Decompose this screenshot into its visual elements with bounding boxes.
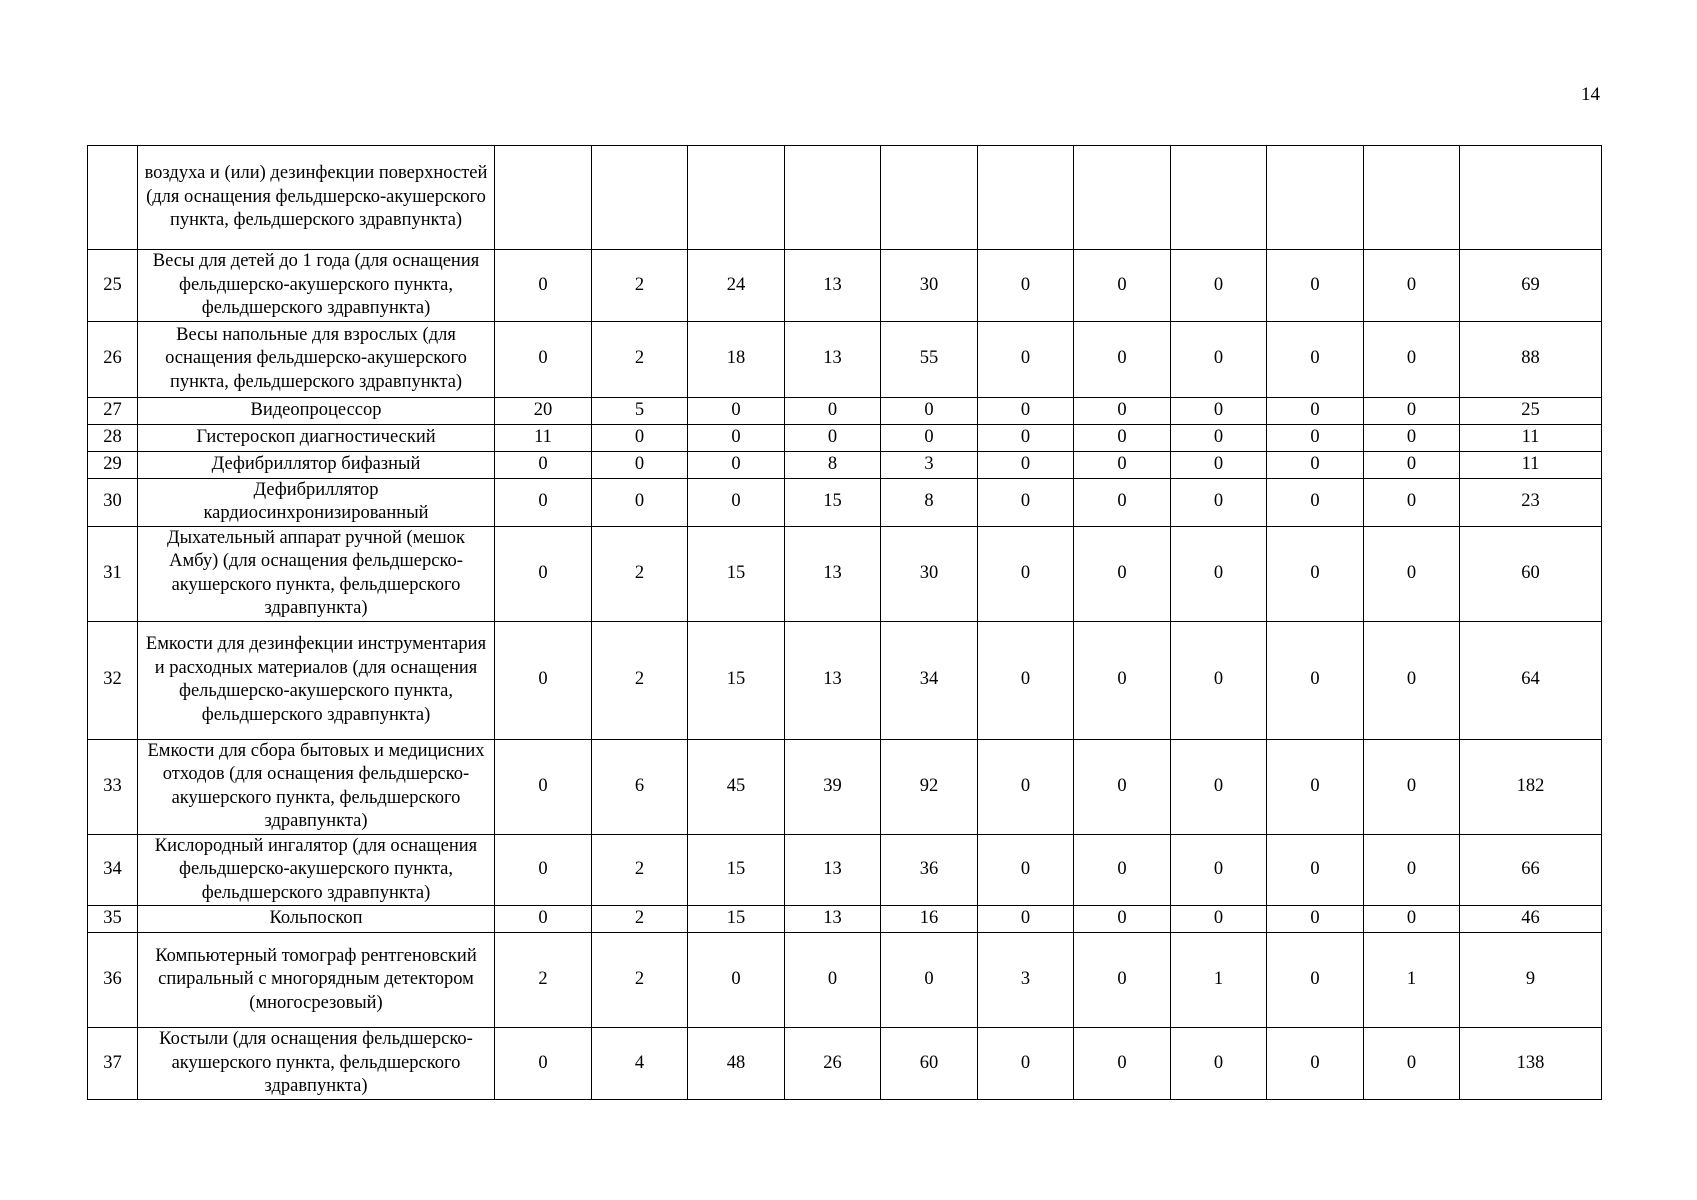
- total-cell: 69: [1460, 250, 1602, 322]
- value-cell: 0: [978, 906, 1074, 933]
- equipment-table-body: [88, 146, 1602, 1100]
- value-cell: 0: [1267, 621, 1364, 739]
- value-cell: 13: [785, 906, 881, 933]
- row-number-cell: 36: [88, 933, 138, 1028]
- row-number-cell: 31: [88, 526, 138, 621]
- equipment-name-cell: Костыли (для оснащения фельдшерско-акушерского пункта, фельдшерского здравпункта): [138, 1028, 495, 1100]
- value-cell: 13: [785, 321, 881, 397]
- value-cell: 15: [688, 834, 785, 906]
- total-cell: 60: [1460, 526, 1602, 621]
- equipment-table: [87, 145, 1602, 1100]
- value-cell: 4: [592, 1028, 688, 1100]
- value-cell: 15: [688, 621, 785, 739]
- value-cell: 13: [785, 834, 881, 906]
- value-cell: 0: [1074, 424, 1171, 451]
- value-cell: 0: [1267, 834, 1364, 906]
- value-cell: 0: [495, 906, 592, 933]
- value-cell: 0: [688, 424, 785, 451]
- table-row: [88, 834, 1602, 906]
- value-cell: 0: [1171, 1028, 1267, 1100]
- table-row: [88, 933, 1602, 1028]
- row-number-cell: 25: [88, 250, 138, 322]
- total-cell: 25: [1460, 397, 1602, 424]
- row-number-cell: 27: [88, 397, 138, 424]
- equipment-name-cell: Весы напольные для взрослых (для оснащения фельдшерско-акушерского пункта, фельдшерского здравпункта): [138, 321, 495, 397]
- value-cell: 3: [881, 451, 978, 478]
- table-row: [88, 526, 1602, 621]
- value-cell: 0: [978, 250, 1074, 322]
- value-cell: 8: [785, 451, 881, 478]
- equipment-name-cell: Емкости для дезинфекции инструментария и расходных материалов (для оснащения фельдшерско-акушерского пункта, фельдшерского здравпункта): [138, 621, 495, 739]
- total-cell: 11: [1460, 424, 1602, 451]
- equipment-name-cell: Дефибриллятор кардиосинхронизированный: [138, 478, 495, 526]
- value-cell: 0: [495, 478, 592, 526]
- value-cell: [495, 146, 592, 250]
- value-cell: 1: [1171, 933, 1267, 1028]
- table-row: [88, 478, 1602, 526]
- value-cell: 2: [592, 834, 688, 906]
- value-cell: [785, 146, 881, 250]
- value-cell: 0: [1074, 478, 1171, 526]
- value-cell: 0: [1364, 834, 1460, 906]
- value-cell: 0: [1267, 424, 1364, 451]
- value-cell: [592, 146, 688, 250]
- value-cell: 0: [1364, 621, 1460, 739]
- value-cell: 45: [688, 739, 785, 834]
- value-cell: 0: [688, 478, 785, 526]
- value-cell: 2: [592, 321, 688, 397]
- value-cell: 92: [881, 739, 978, 834]
- value-cell: [1074, 146, 1171, 250]
- value-cell: 0: [1267, 321, 1364, 397]
- value-cell: 39: [785, 739, 881, 834]
- value-cell: 0: [978, 1028, 1074, 1100]
- equipment-name-cell: Емкости для сбора бытовых и медицисних отходов (для оснащения фельдшерско-акушерского пункта, фельдшерского здравпункта): [138, 739, 495, 834]
- table-row: [88, 451, 1602, 478]
- value-cell: 0: [1171, 451, 1267, 478]
- value-cell: 0: [1364, 739, 1460, 834]
- total-cell: 182: [1460, 739, 1602, 834]
- value-cell: 0: [592, 424, 688, 451]
- value-cell: 0: [978, 478, 1074, 526]
- value-cell: [1267, 146, 1364, 250]
- value-cell: 0: [1171, 621, 1267, 739]
- value-cell: 0: [1074, 621, 1171, 739]
- value-cell: 0: [592, 451, 688, 478]
- equipment-name-cell: Компьютерный томограф рентгеновский спиральный с многорядным детектором (многосрезовый): [138, 933, 495, 1028]
- table-row: [88, 1028, 1602, 1100]
- row-number-cell: 35: [88, 906, 138, 933]
- value-cell: 30: [881, 250, 978, 322]
- value-cell: 3: [978, 933, 1074, 1028]
- value-cell: 0: [1171, 424, 1267, 451]
- value-cell: 0: [1171, 834, 1267, 906]
- value-cell: 8: [881, 478, 978, 526]
- table-row: [88, 321, 1602, 397]
- table-row: [88, 146, 1602, 250]
- value-cell: 0: [495, 834, 592, 906]
- value-cell: 0: [978, 451, 1074, 478]
- table-row: [88, 906, 1602, 933]
- equipment-name-cell: Дыхательный аппарат ручной (мешок Амбу) (для оснащения фельдшерско-акушерского пункта, фельдшерского здравпункта): [138, 526, 495, 621]
- value-cell: 0: [1267, 906, 1364, 933]
- value-cell: 0: [1074, 739, 1171, 834]
- equipment-name-cell: Дефибриллятор бифазный: [138, 451, 495, 478]
- equipment-name-cell: Кислородный ингалятор (для оснащения фельдшерско-акушерского пункта, фельдшерского здравпункта): [138, 834, 495, 906]
- total-cell: 66: [1460, 834, 1602, 906]
- value-cell: 0: [978, 834, 1074, 906]
- row-number-cell: 30: [88, 478, 138, 526]
- value-cell: 0: [1364, 478, 1460, 526]
- value-cell: 30: [881, 526, 978, 621]
- value-cell: 0: [495, 1028, 592, 1100]
- equipment-name-cell: Гистероскоп диагностический: [138, 424, 495, 451]
- equipment-name-cell: воздуха и (или) дезинфекции поверхностей (для оснащения фельдшерско-акушерского пункта, фельдшерского здравпункта): [138, 146, 495, 250]
- value-cell: 6: [592, 739, 688, 834]
- value-cell: 48: [688, 1028, 785, 1100]
- value-cell: 0: [1074, 834, 1171, 906]
- value-cell: 0: [1074, 321, 1171, 397]
- value-cell: 0: [1171, 739, 1267, 834]
- equipment-name-cell: Кольпоскоп: [138, 906, 495, 933]
- value-cell: 18: [688, 321, 785, 397]
- value-cell: 0: [978, 526, 1074, 621]
- value-cell: 0: [1267, 451, 1364, 478]
- value-cell: 0: [1267, 526, 1364, 621]
- value-cell: 13: [785, 526, 881, 621]
- value-cell: 11: [495, 424, 592, 451]
- value-cell: 5: [592, 397, 688, 424]
- value-cell: 0: [1267, 397, 1364, 424]
- value-cell: 0: [495, 621, 592, 739]
- value-cell: 0: [978, 424, 1074, 451]
- value-cell: 0: [881, 424, 978, 451]
- value-cell: 2: [592, 933, 688, 1028]
- value-cell: 15: [785, 478, 881, 526]
- value-cell: 15: [688, 906, 785, 933]
- value-cell: 0: [978, 621, 1074, 739]
- value-cell: 0: [1074, 1028, 1171, 1100]
- value-cell: 0: [785, 933, 881, 1028]
- value-cell: 0: [1074, 906, 1171, 933]
- value-cell: 0: [785, 397, 881, 424]
- total-cell: 11: [1460, 451, 1602, 478]
- total-cell: 23: [1460, 478, 1602, 526]
- value-cell: 2: [592, 250, 688, 322]
- row-number-cell: 32: [88, 621, 138, 739]
- value-cell: 0: [881, 933, 978, 1028]
- value-cell: [1171, 146, 1267, 250]
- table-row: [88, 397, 1602, 424]
- equipment-name-cell: Видеопроцессор: [138, 397, 495, 424]
- value-cell: 2: [592, 621, 688, 739]
- value-cell: 0: [1364, 526, 1460, 621]
- value-cell: 20: [495, 397, 592, 424]
- value-cell: [978, 146, 1074, 250]
- value-cell: 15: [688, 526, 785, 621]
- total-cell: 9: [1460, 933, 1602, 1028]
- value-cell: 34: [881, 621, 978, 739]
- row-number-cell: 29: [88, 451, 138, 478]
- value-cell: 0: [1074, 397, 1171, 424]
- value-cell: 0: [688, 451, 785, 478]
- value-cell: 0: [1074, 933, 1171, 1028]
- total-cell: [1460, 146, 1602, 250]
- value-cell: 2: [495, 933, 592, 1028]
- row-number-cell: 37: [88, 1028, 138, 1100]
- value-cell: 13: [785, 250, 881, 322]
- value-cell: 60: [881, 1028, 978, 1100]
- value-cell: 0: [1171, 526, 1267, 621]
- value-cell: 0: [1364, 397, 1460, 424]
- value-cell: 0: [1171, 397, 1267, 424]
- value-cell: 0: [1171, 906, 1267, 933]
- value-cell: 0: [688, 397, 785, 424]
- value-cell: 0: [495, 739, 592, 834]
- value-cell: 0: [978, 739, 1074, 834]
- value-cell: 0: [785, 424, 881, 451]
- value-cell: 0: [1171, 478, 1267, 526]
- value-cell: 2: [592, 526, 688, 621]
- table-row: [88, 621, 1602, 739]
- value-cell: 0: [688, 933, 785, 1028]
- total-cell: 88: [1460, 321, 1602, 397]
- value-cell: 0: [495, 321, 592, 397]
- row-number-cell: 33: [88, 739, 138, 834]
- value-cell: 55: [881, 321, 978, 397]
- value-cell: 0: [1364, 451, 1460, 478]
- page-number: 14: [1581, 84, 1600, 105]
- value-cell: 0: [1364, 321, 1460, 397]
- value-cell: 0: [881, 397, 978, 424]
- value-cell: 0: [495, 451, 592, 478]
- total-cell: 64: [1460, 621, 1602, 739]
- value-cell: 26: [785, 1028, 881, 1100]
- row-number-cell: 26: [88, 321, 138, 397]
- value-cell: 0: [1364, 906, 1460, 933]
- value-cell: 0: [495, 250, 592, 322]
- total-cell: 46: [1460, 906, 1602, 933]
- row-number-cell: 28: [88, 424, 138, 451]
- value-cell: 0: [1267, 478, 1364, 526]
- value-cell: 0: [1171, 250, 1267, 322]
- value-cell: 0: [1074, 451, 1171, 478]
- value-cell: 0: [1267, 739, 1364, 834]
- value-cell: 0: [1074, 250, 1171, 322]
- value-cell: 0: [978, 397, 1074, 424]
- value-cell: 16: [881, 906, 978, 933]
- value-cell: 13: [785, 621, 881, 739]
- value-cell: 0: [1267, 933, 1364, 1028]
- value-cell: 0: [1171, 321, 1267, 397]
- value-cell: 24: [688, 250, 785, 322]
- value-cell: 2: [592, 906, 688, 933]
- table-row: [88, 250, 1602, 322]
- value-cell: 0: [1267, 1028, 1364, 1100]
- table-row: [88, 739, 1602, 834]
- table-row: [88, 424, 1602, 451]
- value-cell: 0: [978, 321, 1074, 397]
- value-cell: 36: [881, 834, 978, 906]
- value-cell: 0: [1364, 424, 1460, 451]
- value-cell: 0: [1364, 1028, 1460, 1100]
- value-cell: 0: [1267, 250, 1364, 322]
- row-number-cell: 34: [88, 834, 138, 906]
- equipment-name-cell: Весы для детей до 1 года (для оснащения фельдшерско-акушерского пункта, фельдшерского здравпункта): [138, 250, 495, 322]
- value-cell: 0: [495, 526, 592, 621]
- value-cell: 0: [1364, 250, 1460, 322]
- value-cell: 0: [592, 478, 688, 526]
- value-cell: 0: [1074, 526, 1171, 621]
- value-cell: [688, 146, 785, 250]
- value-cell: 1: [1364, 933, 1460, 1028]
- total-cell: 138: [1460, 1028, 1602, 1100]
- row-number-cell: [88, 146, 138, 250]
- value-cell: [881, 146, 978, 250]
- value-cell: [1364, 146, 1460, 250]
